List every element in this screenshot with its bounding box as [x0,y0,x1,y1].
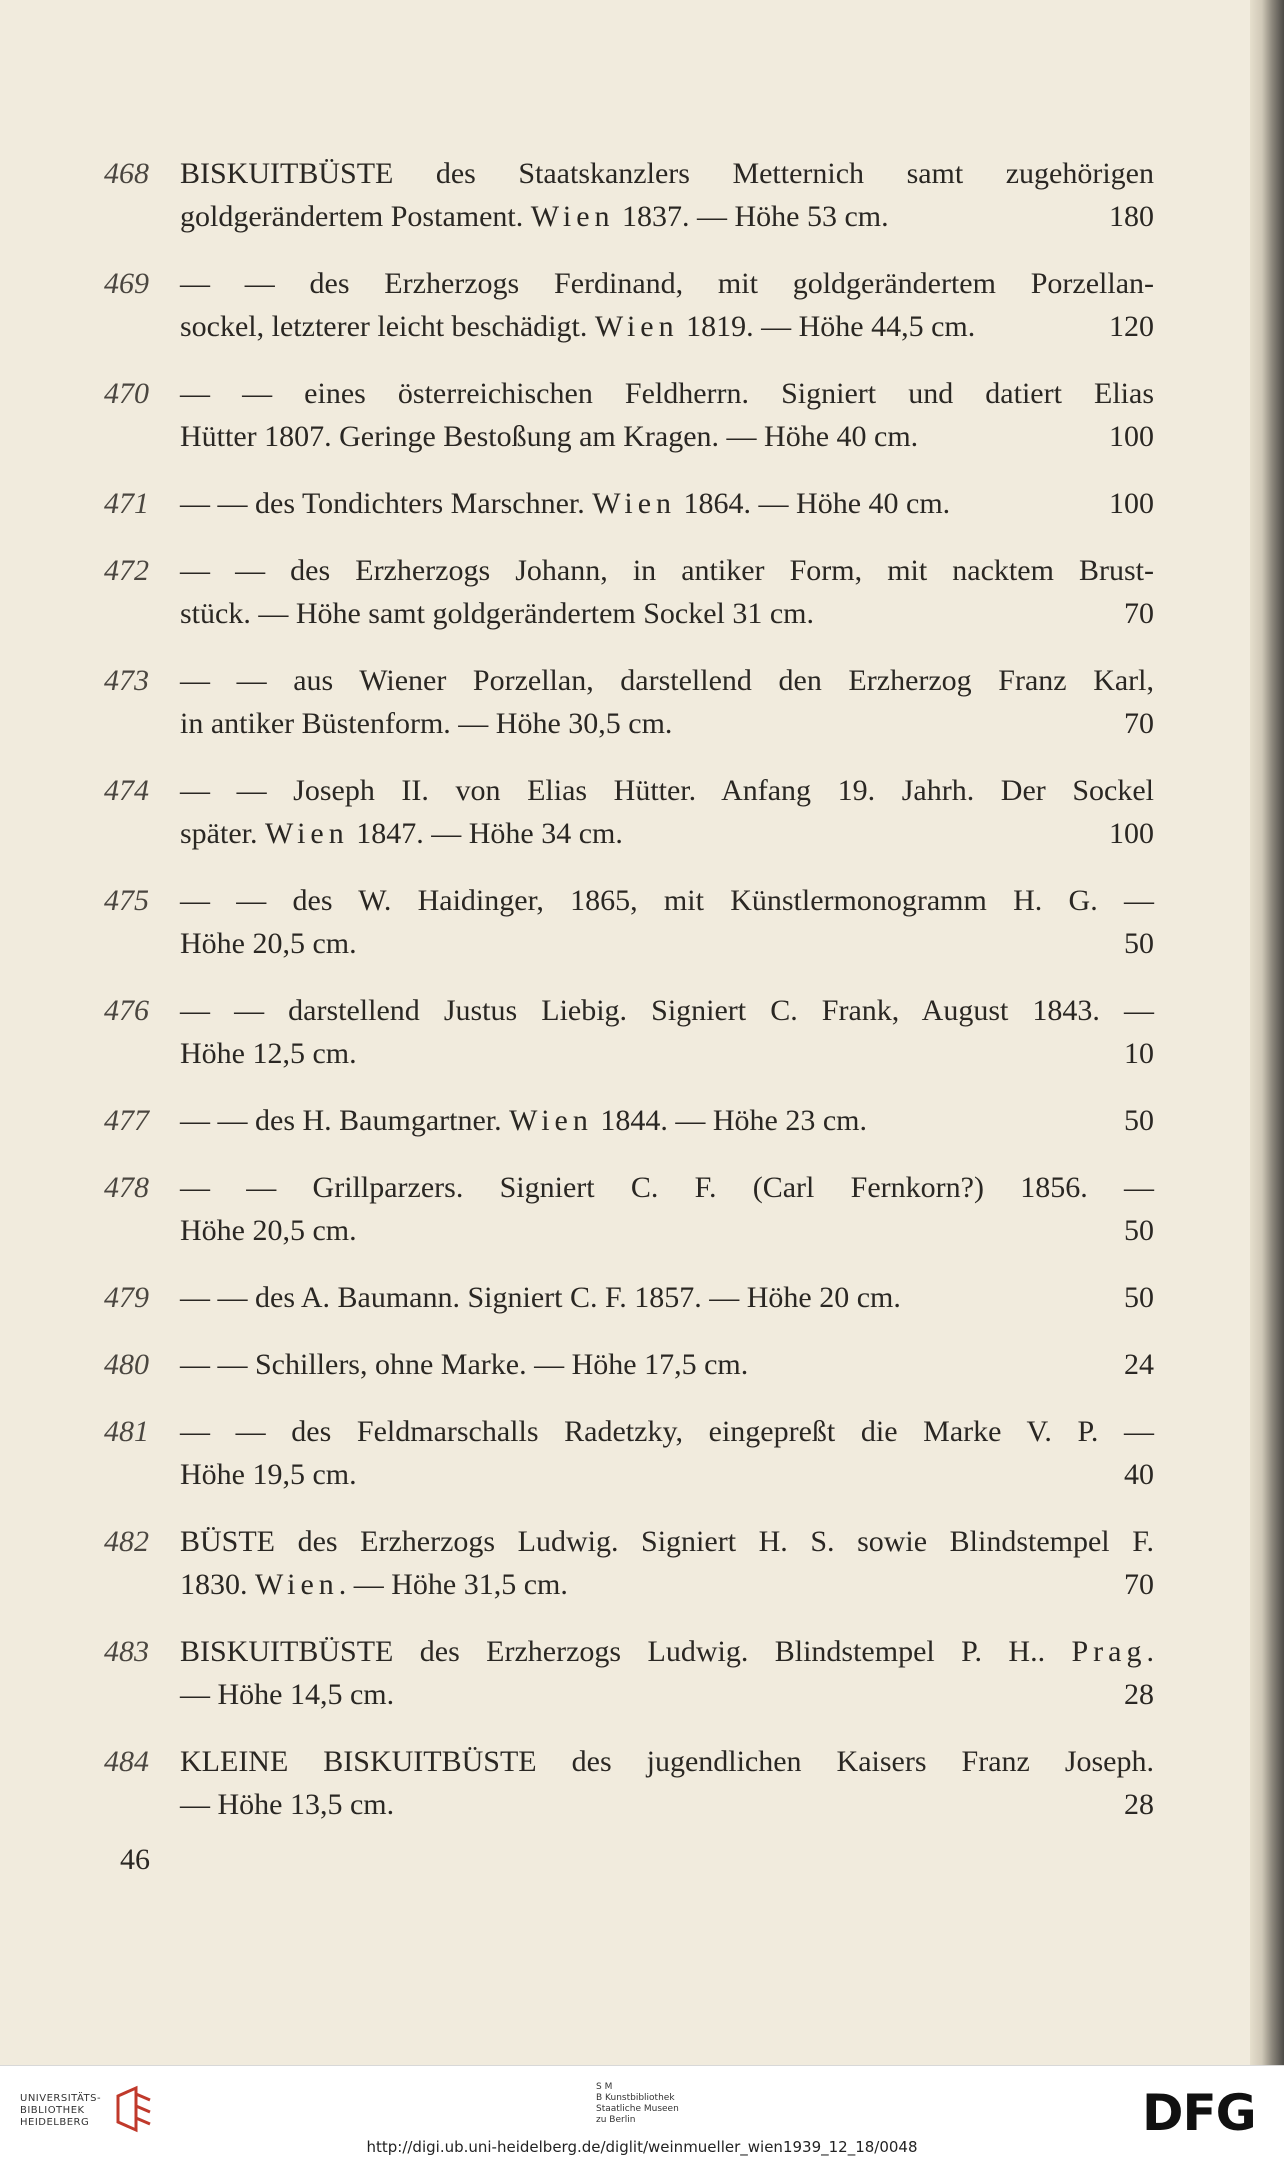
catalog-entries [104,152,1154,1850]
catalog-entry [104,372,1154,458]
entry-price: 70 [1124,707,1154,740]
university-label-line: HEIDELBERG [20,2117,90,2128]
entry-number: 478 [104,1171,149,1204]
entry-text [180,372,1154,458]
entry-line [180,482,1154,525]
entry-line-text: 1830. Wien. — Höhe 31,5 cm. [180,1568,568,1601]
entry-line-text: — — darstellend Justus Liebig. Signiert C. Frank, August 1843. — [180,994,1154,1027]
entry-line [180,702,1154,745]
entry-line [180,549,1154,592]
entry-text [180,879,1154,965]
entry-line-text: — — des H. Baumgartner. Wien 1844. — Höhe 23 cm. [180,1104,868,1137]
entry-text [180,1343,1154,1386]
catalog-entry [104,1630,1154,1716]
catalog-entry [104,482,1154,525]
catalog-entry [104,769,1154,855]
catalog-entry [104,1740,1154,1826]
entry-price: 120 [1109,310,1154,343]
entry-line-text: — — des Tondichters Marschner. Wien 1864. — Höhe 40 cm. [180,487,951,520]
entry-line [180,1563,1154,1606]
entry-text [180,989,1154,1075]
catalog-entry [104,1099,1154,1142]
entry-line-text: BÜSTE des Erzherzogs Ludwig. Signiert H. S. sowie Blindstempel F. [180,1525,1154,1558]
entry-line [180,592,1154,635]
place-name: Wien [264,817,349,850]
entry-line [180,305,1154,348]
entry-line-text: — — Grillparzers. Signiert C. F. (Carl Fernkorn?) 1856. — [180,1171,1154,1204]
entry-price: 10 [1124,1037,1154,1070]
university-label-line: BIBLIOTHEK [20,2105,85,2116]
entry-price: 40 [1124,1458,1154,1491]
entry-line-text: — — des W. Haidinger, 1865, mit Künstlermonogramm H. G. — [180,884,1154,917]
entry-line-text: Höhe 12,5 cm. [180,1037,357,1070]
catalog-entry [104,1166,1154,1252]
catalog-entry [104,1343,1154,1386]
entry-line [180,415,1154,458]
entry-line [180,1166,1154,1209]
entry-text [180,482,1154,525]
entry-line-text: Höhe 20,5 cm. [180,1214,357,1247]
kunstbibliothek-line: zu Berlin [596,2115,636,2125]
entry-line-text: später. Wien 1847. — Höhe 34 cm. [180,817,623,850]
catalog-entry [104,152,1154,238]
entry-number: 482 [104,1525,149,1558]
entry-text [180,1099,1154,1142]
catalog-entry [104,1520,1154,1606]
entry-line-text: BISKUITBÜSTE des Staatskanzlers Metternich samt zugehörigen [180,157,1154,190]
entry-line-text: — — des Feldmarschalls Radetzky, eingepreßt die Marke V. P. — [180,1415,1154,1448]
entry-line [180,879,1154,922]
entry-text [180,659,1154,745]
entry-line-text: — — Joseph II. von Elias Hütter. Anfang 19. Jahrh. Der Sockel [180,774,1154,807]
entry-number: 476 [104,994,149,1027]
place-name: Wien [592,487,677,520]
entry-line-text: in antiker Büstenform. — Höhe 30,5 cm. [180,707,673,740]
entry-line [180,195,1154,238]
entry-line-text: stück. — Höhe samt goldgerändertem Sockel 31 cm. [180,597,815,630]
entry-number: 468 [104,157,149,190]
kunstbibliothek-line: B Kunstbibliothek [596,2093,675,2103]
entry-line-text: Hütter 1807. Geringe Bestoßung am Kragen. — Höhe 40 cm. [180,420,919,453]
place-name: Wien [594,310,679,343]
entry-line-text: KLEINE BISKUITBÜSTE des jugendlichen Kaisers Franz Joseph. [180,1745,1154,1778]
entry-line [180,1032,1154,1075]
entry-number: 477 [104,1104,149,1137]
university-library-label [20,2093,120,2129]
place-name: Wien [255,1568,339,1601]
entry-price: 24 [1124,1348,1154,1381]
entry-line [180,659,1154,702]
entry-number: 481 [104,1415,149,1448]
entry-line [180,152,1154,195]
entry-line [180,1410,1154,1453]
entry-number: 474 [104,774,149,807]
entry-price: 50 [1124,1281,1154,1314]
entry-text [180,1520,1154,1606]
entry-line [180,1099,1154,1142]
catalog-entry [104,262,1154,348]
kunstbibliothek-line: Staatliche Museen [596,2104,679,2114]
entry-line [180,372,1154,415]
entry-price: 100 [1109,487,1154,520]
entry-line-text: Höhe 19,5 cm. [180,1458,357,1491]
entry-price: 50 [1124,1214,1154,1247]
entry-number: 471 [104,487,149,520]
entry-line [180,262,1154,305]
entry-price: 100 [1109,420,1154,453]
place-name: Wien [530,200,615,233]
entry-line [180,922,1154,965]
entry-line [180,1673,1154,1716]
page-number: 46 [120,1843,150,1876]
university-logo-icon [114,2084,154,2134]
entry-price: 100 [1109,817,1154,850]
entry-line-text: — Höhe 14,5 cm. [180,1678,395,1711]
university-label-line: UNIVERSITÄTS- [20,2093,102,2104]
entry-text [180,769,1154,855]
dfg-logo: DFG [1142,2084,1256,2142]
catalog-entry [104,879,1154,965]
entry-text [180,262,1154,348]
catalog-entry [104,1276,1154,1319]
entry-line [180,1453,1154,1496]
catalog-entry [104,1410,1154,1496]
entry-line-text: — — des A. Baumann. Signiert C. F. 1857. — Höhe 20 cm. [180,1281,901,1314]
entry-price: 28 [1124,1678,1154,1711]
entry-line-text: BISKUITBÜSTE des Erzherzogs Ludwig. Blindstempel P. H.. Prag. [180,1635,1154,1668]
entry-text [180,549,1154,635]
entry-line [180,989,1154,1032]
entry-line [180,1209,1154,1252]
entry-line [180,1630,1154,1673]
catalog-entry [104,549,1154,635]
kunstbibliothek-logo [596,2082,756,2126]
entry-line-text: sockel, letzterer leicht beschädigt. Wien 1819. — Höhe 44,5 cm. [180,310,976,343]
entry-text [180,1166,1154,1252]
entry-line [180,1343,1154,1386]
entry-line-text: — — eines österreichischen Feldherrn. Signiert und datiert Elias [180,377,1154,410]
entry-text [180,1630,1154,1716]
entry-number: 475 [104,884,149,917]
entry-line [180,1520,1154,1563]
viewer-footer [0,2065,1284,2162]
entry-line-text: — — Schillers, ohne Marke. — Höhe 17,5 cm. [180,1348,749,1381]
entry-number: 479 [104,1281,149,1314]
entry-number: 480 [104,1348,149,1381]
entry-line-text: — — des Erzherzogs Johann, in antiker Form, mit nacktem Brust- [180,554,1154,587]
entry-line-text: — — aus Wiener Porzellan, darstellend den Erzherzog Franz Karl, [180,664,1154,697]
entry-line-text: goldgerändertem Postament. Wien 1837. — Höhe 53 cm. [180,200,889,233]
entry-price: 50 [1124,1104,1154,1137]
entry-number: 469 [104,267,149,300]
entry-price: 28 [1124,1788,1154,1821]
entry-line-text: — — des Erzherzogs Ferdinand, mit goldgerändertem Porzellan- [180,267,1154,300]
kunstbibliothek-line: S M [596,2082,613,2092]
place-name: Prag [1071,1635,1147,1668]
catalog-entry [104,659,1154,745]
entry-text [180,1410,1154,1496]
page-url-link[interactable]: http://digi.ub.uni-heidelberg.de/diglit/weinmueller_wien1939_12_18/0048 [366,2138,918,2156]
entry-price: 50 [1124,927,1154,960]
entry-number: 470 [104,377,149,410]
book-spine-shadow [1250,0,1284,2065]
entry-price: 180 [1109,200,1154,233]
entry-price: 70 [1124,597,1154,630]
entry-text [180,152,1154,238]
entry-line [180,1783,1154,1826]
entry-line [180,812,1154,855]
entry-number: 473 [104,664,149,697]
entry-text [180,1740,1154,1826]
entry-number: 484 [104,1745,149,1778]
place-name: Wien [509,1104,593,1137]
entry-number: 472 [104,554,149,587]
entry-number: 483 [104,1635,149,1668]
entry-line-text: Höhe 20,5 cm. [180,927,357,960]
entry-text [180,1276,1154,1319]
entry-line [180,1740,1154,1783]
entry-line [180,1276,1154,1319]
entry-line [180,769,1154,812]
entry-line-text: — Höhe 13,5 cm. [180,1788,395,1821]
entry-price: 70 [1124,1568,1154,1601]
catalog-entry [104,989,1154,1075]
